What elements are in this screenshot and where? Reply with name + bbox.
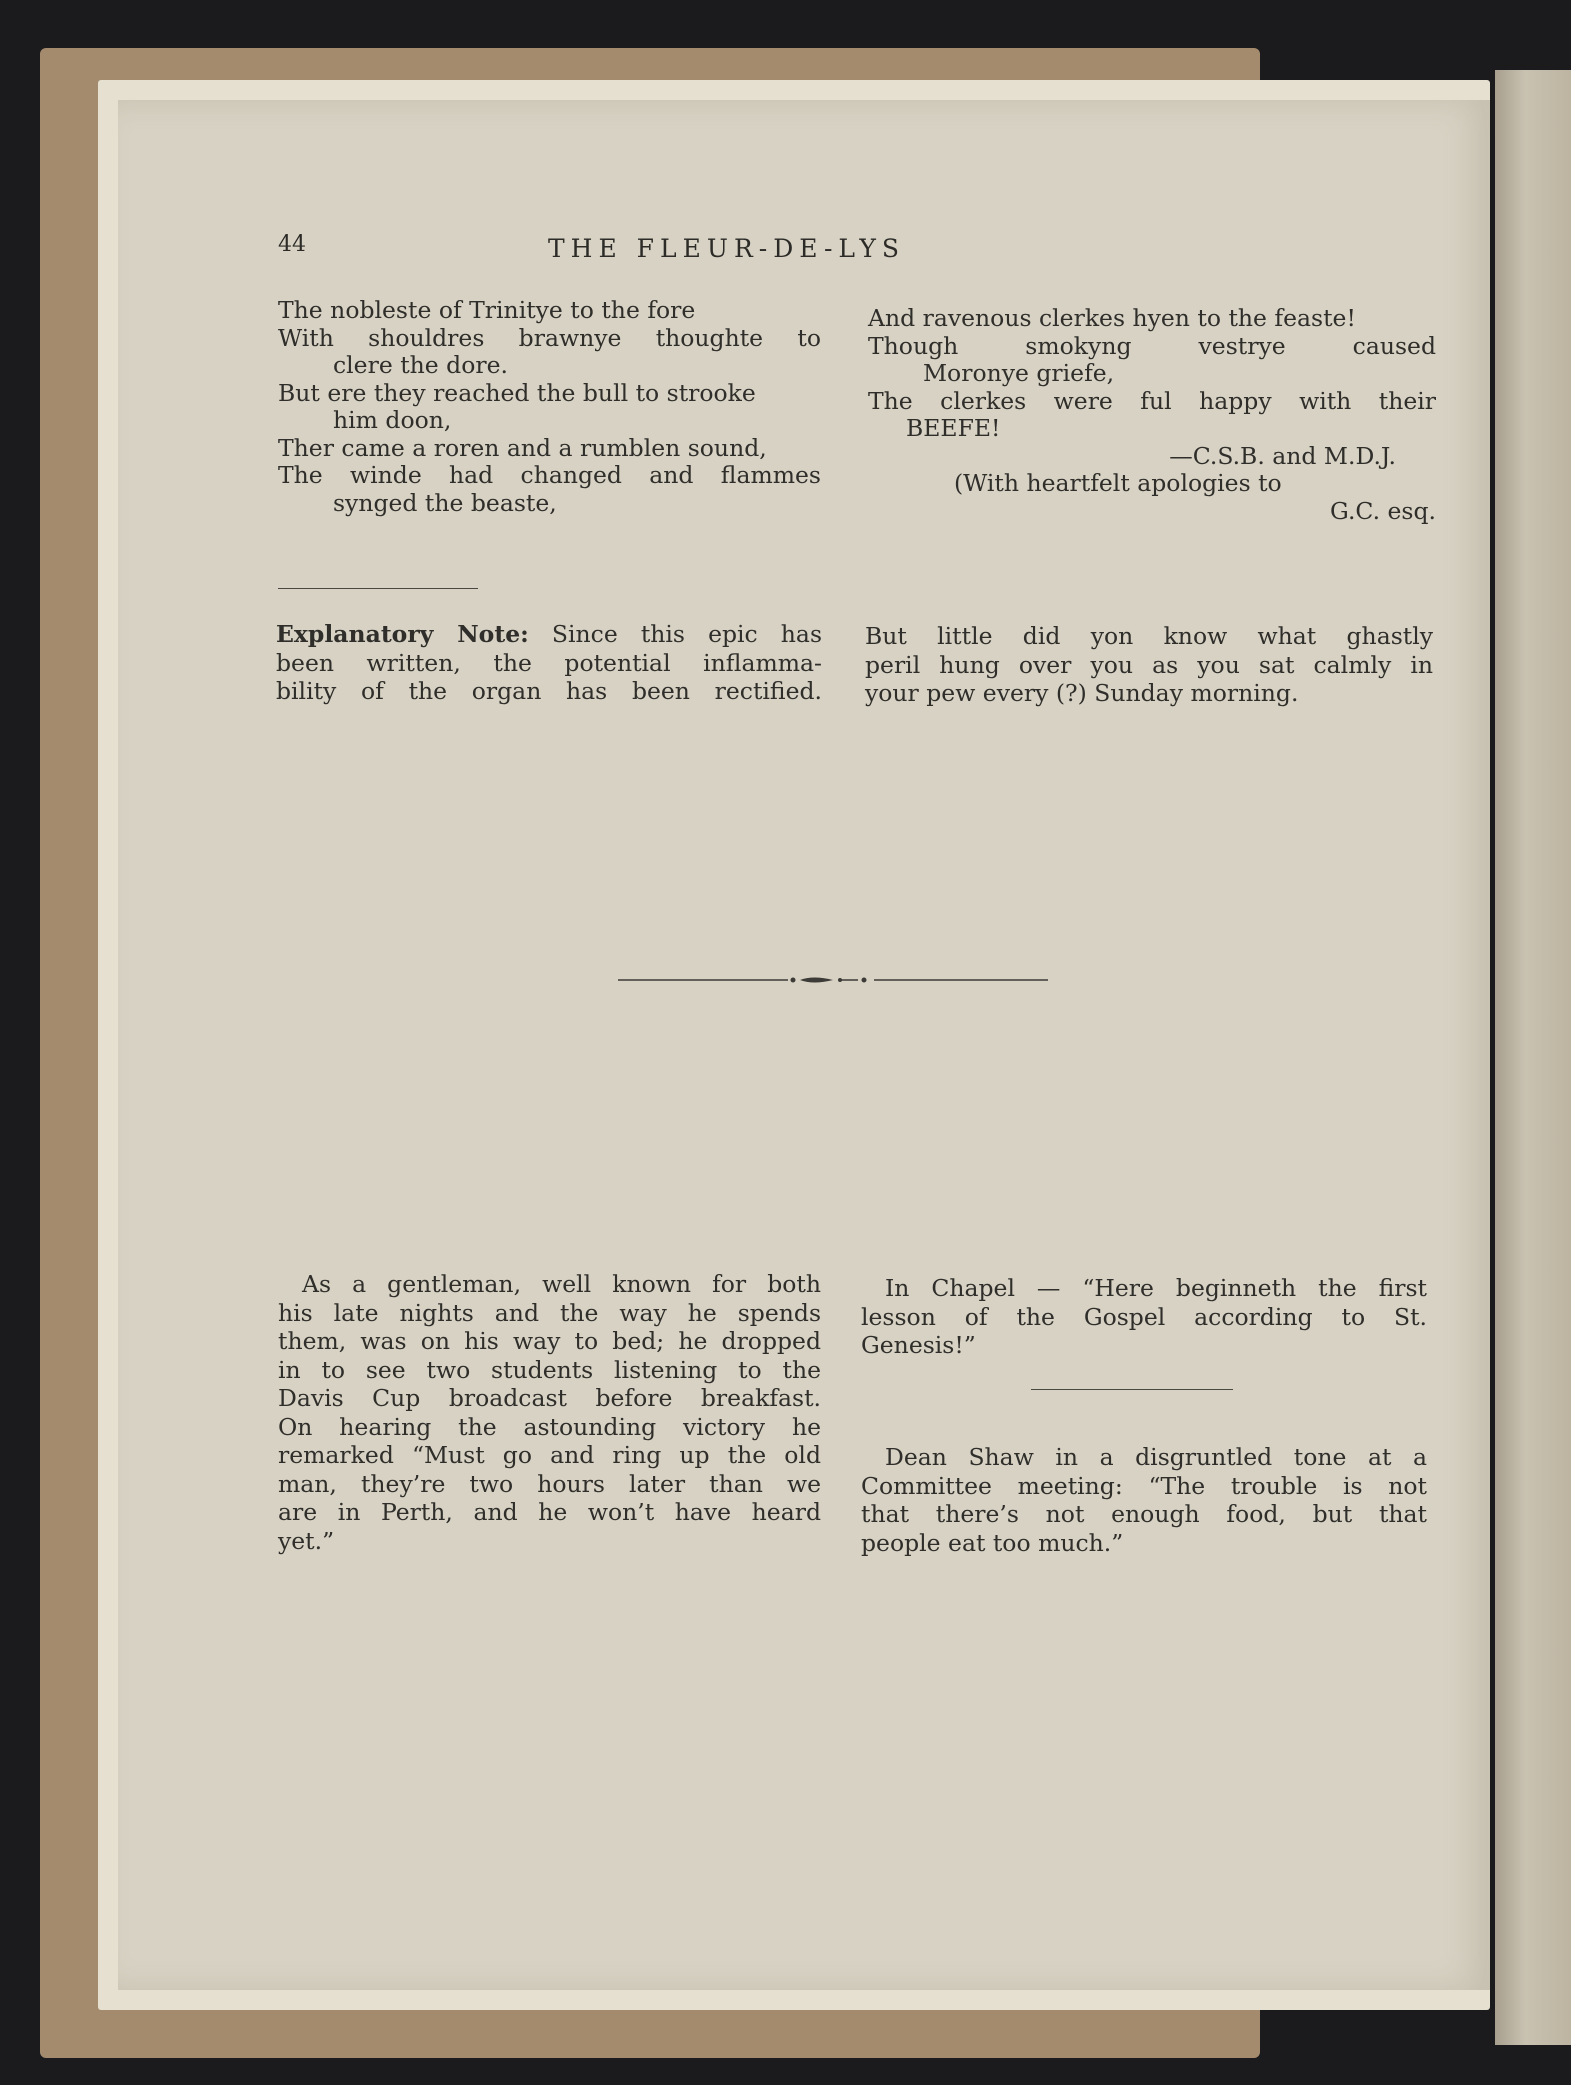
facing-page-edge (1495, 70, 1571, 2045)
running-head: THE FLEUR-DE-LYS (548, 234, 906, 263)
gentleman-anecdote (278, 1270, 821, 1555)
page (118, 100, 1490, 1990)
explanatory-note-label: Explanatory Note: (276, 620, 529, 648)
poem-line: The nobleste of Trinitye to the fore (278, 296, 696, 324)
dean-anecdote (861, 1443, 1427, 1557)
poem-left-column (278, 297, 821, 517)
section-divider (278, 588, 478, 589)
poem-line: clere the dore. (333, 351, 508, 379)
poem-line: And ravenous clerkes hyen to the feaste! (868, 304, 1356, 332)
anecdote-line: people eat too much.” (861, 1528, 1124, 1557)
anecdote-line: On hearing the astounding victory he (278, 1412, 821, 1441)
anecdote-line: In Chapel — “Here beginneth the first (885, 1274, 1427, 1302)
explanatory-text: peril hung over you as you sat calmly in (865, 650, 1433, 679)
anecdote-line: Committee meeting: “The trouble is not (861, 1471, 1427, 1500)
explanatory-text: bility of the organ has been rectified. (276, 677, 822, 705)
anecdote-line: yet.” (278, 1526, 335, 1555)
ornamental-divider (618, 972, 1048, 988)
explanatory-note-left (276, 620, 822, 706)
poem-apology: (With heartfelt apologies to (954, 469, 1282, 497)
poem-line: Moronye griefe, (923, 359, 1115, 387)
poem-line: him doon, (333, 406, 452, 434)
anecdote-line: remarked “Must go and ring up the old (278, 1441, 821, 1469)
poem-byline: —C.S.B. and M.D.J. (1169, 441, 1396, 470)
page-number: 44 (278, 232, 306, 257)
anecdote-line: man, they’re two hours later than we (278, 1469, 821, 1498)
anecdote-line: lesson of the Gospel according to St. (861, 1302, 1427, 1331)
chapel-anecdote (861, 1274, 1427, 1360)
anecdote-line: Dean Shaw in a disgruntled tone at a (885, 1443, 1427, 1471)
poem-line: The clerkes were ful happy with their (868, 386, 1436, 415)
explanatory-text: But little did yon know what ghastly (865, 622, 1433, 650)
anecdote-line: them, was on his way to bed; he dropped (278, 1327, 821, 1355)
anecdote-line: Genesis!” (861, 1331, 976, 1359)
poem-apology-name: G.C. esq. (1330, 496, 1436, 525)
poem-line: synged the beaste, (333, 488, 557, 517)
anecdote-line: in to see two students listening to the (278, 1355, 821, 1384)
anecdote-line: his late nights and the way he spends (278, 1298, 821, 1327)
poem-line: The winde had changed and flammes (278, 461, 821, 489)
poem-line: Though smokyng vestrye caused (868, 331, 1436, 360)
poem-right-column (868, 305, 1436, 525)
anecdote-line: that there’s not enough food, but that (861, 1500, 1427, 1528)
anecdote-line: are in Perth, and he won’t have heard (278, 1498, 821, 1526)
poem-line: BEEFE! (906, 414, 1001, 442)
section-divider (1031, 1389, 1233, 1390)
explanatory-text: been written, the potential inflamma- (276, 648, 822, 677)
explanatory-text: Since this epic has (528, 620, 823, 648)
poem-line: But ere they reached the bull to strooke (278, 378, 756, 407)
anecdote-line: Davis Cup broadcast before breakfast. (278, 1384, 821, 1412)
poem-line: Ther came a roren and a rumblen sound, (278, 433, 767, 462)
explanatory-note-right (865, 622, 1433, 708)
poem-line: With shouldres brawnye thoughte to (278, 323, 821, 352)
explanatory-text: your pew every (?) Sunday morning. (865, 679, 1299, 707)
anecdote-line: As a gentleman, well known for both (302, 1270, 821, 1298)
